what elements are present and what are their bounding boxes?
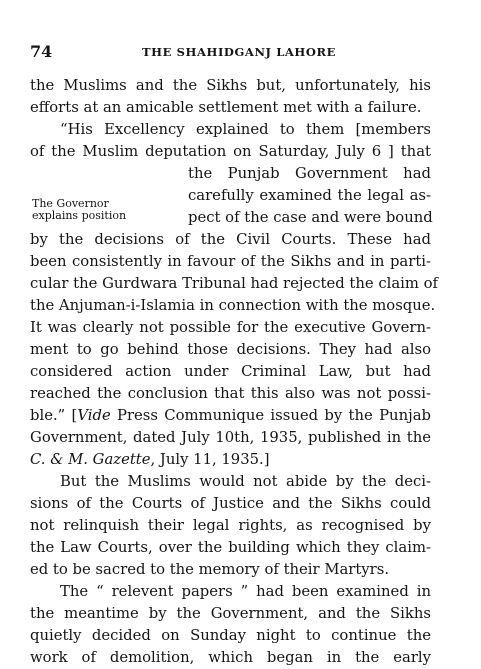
body-line: of the Muslim deputation on Saturday, July 6 ] that xyxy=(30,143,431,160)
line-text: Press Communique issued by the Punjab xyxy=(110,407,431,424)
body-line: ed to be sacred to the memory of their Martyrs. xyxy=(30,561,390,578)
running-title: THE SHAHIDGANJ LAHORE xyxy=(142,45,337,59)
body-line: the Anjuman-i-Islamia in connection with the mosque. xyxy=(30,297,436,314)
body-line: Government, dated July 10th, 1935, published in the xyxy=(30,429,431,446)
body-line: the Muslims and the Sikhs but, unfortunately, his xyxy=(30,77,431,94)
body-line: sions of the Courts of Justice and the Sikhs could xyxy=(30,495,431,512)
body-line: “His Excellency explained to them [members xyxy=(60,121,431,138)
margin-note-line: The Governor xyxy=(32,197,109,210)
body-line: But the Muslims would not abide by the deci- xyxy=(60,473,431,490)
page-number: 74 xyxy=(30,42,53,61)
body-line xyxy=(30,405,431,427)
body-line: the Punjab Government had xyxy=(188,165,431,182)
body-line: quietly decided on Sunday night to continue the xyxy=(30,627,431,644)
body-line: the meantime by the Government, and the Sikhs xyxy=(30,605,431,622)
body-line: considered action under Criminal Law, but had xyxy=(30,363,431,380)
body-line: ment to go behind those decisions. They had also xyxy=(30,341,431,358)
body-line: not relinquish their legal rights, as recognised by xyxy=(30,517,431,534)
page-header xyxy=(30,42,430,64)
line-text: ble.” [ xyxy=(30,407,78,424)
body-line: It was clearly not possible for the executive Govern- xyxy=(30,319,431,336)
body-line: been consistently in favour of the Sikhs and in parti- xyxy=(30,253,431,270)
body-line: The “ relevent papers ” had been examined in xyxy=(60,583,431,600)
body-line: pect of the case and were bound xyxy=(188,209,433,226)
body-line: reached the conclusion that this also was not possi- xyxy=(30,385,431,402)
italic-text: C. & M. Gazette xyxy=(30,451,151,468)
body-line: by the decisions of the Civil Courts. These had xyxy=(30,231,431,248)
body-line: carefully examined the legal as- xyxy=(188,187,431,204)
body-line: work of demolition, which began in the early xyxy=(30,649,431,666)
body-line: the Law Courts, over the building which they claim- xyxy=(30,539,431,556)
body-line: efforts at an amicable settlement met with a failure. xyxy=(30,99,422,116)
line-text: , July 11, 1935.] xyxy=(150,451,270,468)
body-line xyxy=(30,449,431,471)
italic-text: Vide xyxy=(77,407,111,424)
margin-note xyxy=(32,198,162,222)
body-line: cular the Gurdwara Tribunal had rejected the claim of xyxy=(30,275,439,292)
margin-note-line: explains position xyxy=(32,209,127,222)
